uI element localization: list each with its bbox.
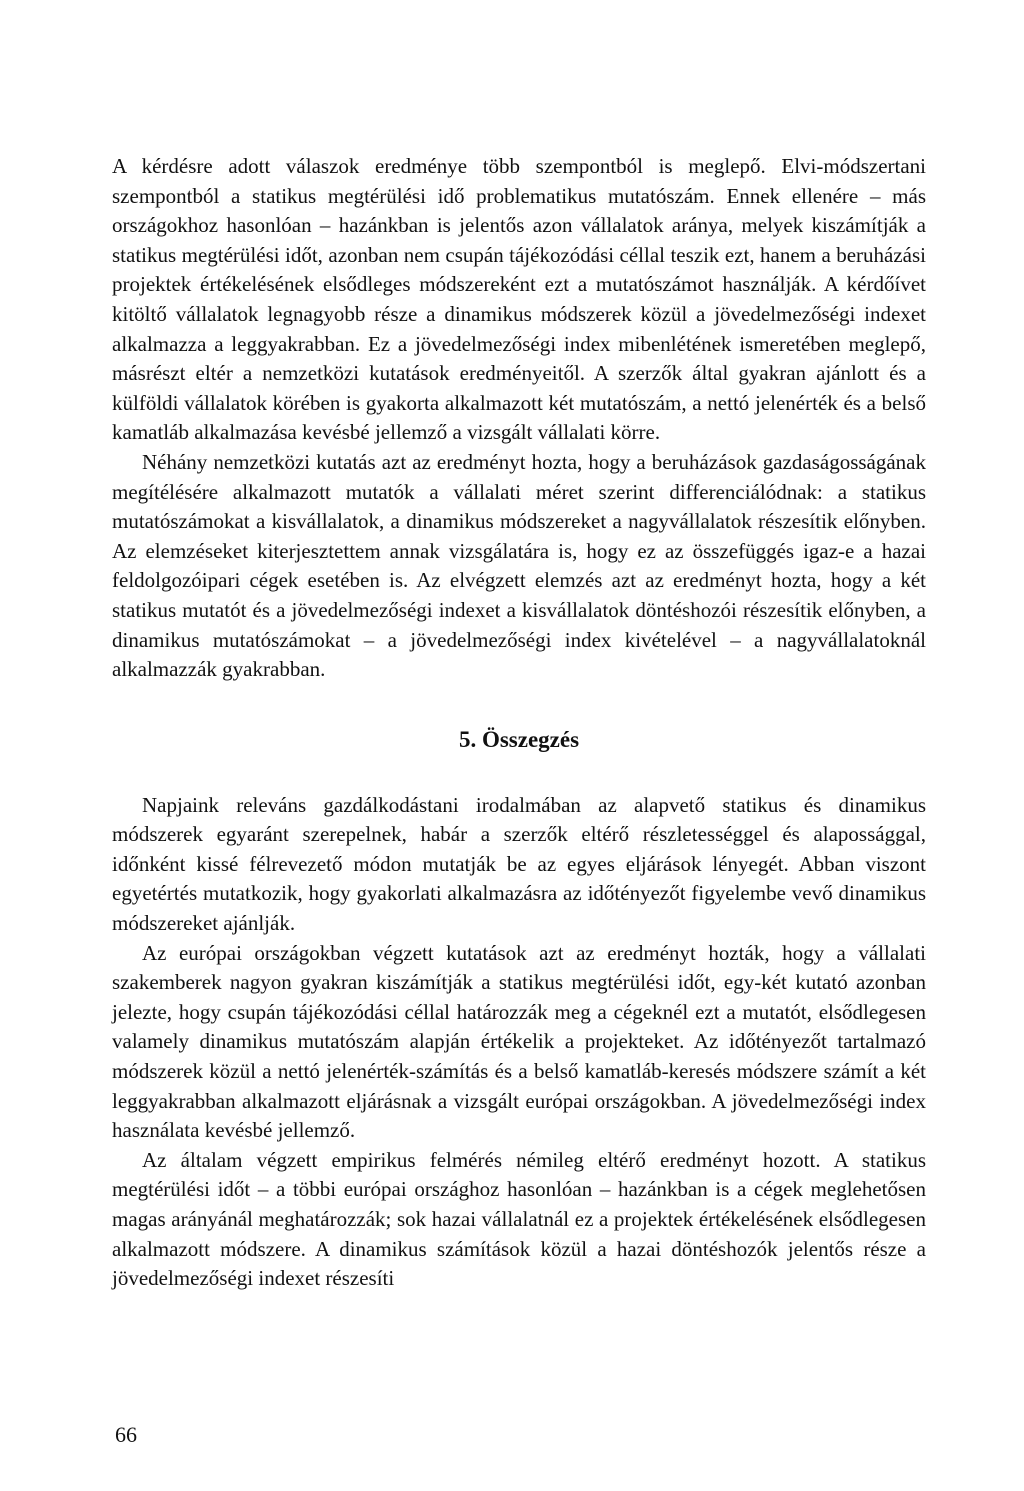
body-paragraph: Az európai országokban végzett kutatások azt az eredményt hozták, hogy a vállalati szakemberek nagyon gyakran kiszámítják a statikus megtérülési időt, egy-két kutató azonban jelezte, hogy csupán tájékozódási céllal határozzák meg a cégeknél ezt a mutatót, elsődlegesen valamely dinamikus mutatószám alapján értékelik a projekteket. Az időtényezőt tartalmazó módszerek közül a nettó jelenérték-számítás és a belső kamatláb-keresés módszere számít a két leggyakrabban alkalmazott eljárásnak a vizsgált európai országokban. A jövedelmezőségi index használata kevésbé jellemző. [112,940,926,1143]
section-heading: 5. Összegzés [458,726,580,752]
body-paragraph: Az általam végzett empirikus felmérés némileg eltérő eredményt hozott. A statikus megtérülési időt – a többi európai országhoz hasonlóan – hazánkban is a cégek meglehetősen magas arányánál meghatározzák; sok hazai vállalatnál ez a projektek értékelésének elsődlegesen alkalmazott módszere. A dinamikus számítások közül a hazai döntéshozók jelentős része a jövedelmezőségi indexet részesíti [112,1147,926,1291]
body-paragraph: A kérdésre adott válaszok eredménye több szempontból is meglepő. Elvi-módszertani szempontból a statikus megtérülési idő problematikus mutatószám. Ennek ellenére – más országokhoz hasonlóan – hazánkban is jelentős azon vállalatok aránya, melyek kiszámítják a statikus megtérülési időt, azonban nem csupán tájékozódási céllal teszik ezt, hanem a beruházási projektek értékelésének elsődleges módszereként ezt a mutatószámot használják. A kérdőívet kitöltő vállalatok legnagyobb része a dinamikus módszerek közül a jövedelmezőségi indexet alkalmazza a leggyakrabban. Ez a jövedelmezőségi index mibenlétének ismeretében meglepő, másrészt eltér a nemzetközi kutatások eredményeitől. A szerzők által gyakran ajánlott és a külföldi vállalatok körében is gyakorta alkalmazott két mutatószám, a nettó jelenérték és a belső kamatláb alkalmazása kevésbé jellemző a vizsgált vállalati körre. [112,154,926,445]
body-paragraph: Napjaink releváns gazdálkodástani irodalmában az alapvető statikus és dinamikus módszerek egyaránt szerepelnek, habár a szerzők eltérő részletességgel és alapossággal, időnként kissé félrevezető módon mutatják be az egyes eljárások lényegét. Abban viszont egyetértés mutatkozik, hogy gyakorlati alkalmazásra az időtényezőt figyelembe vevő dinamikus módszereket ajánlják. [112,792,926,936]
body-paragraph: Néhány nemzetközi kutatás azt az eredményt hozta, hogy a beruházások gazdaságosságának megítélésére alkalmazott mutatók a vállalati méret szerint differenciálódnak: a statikus mutatószámokat a kisvállalatok, a dinamikus módszereket a nagyvállalatok részesítik előnyben. Az elemzéseket kiterjesztettem annak vizsgálatára is, hogy ez az összefüggés igaz-e a hazai feldolgozóipari cégek esetében is. Az elvégzett elemzés azt az eredményt hozta, hogy a két statikus mutatót és a jövedelmezőségi indexet a kisvállalatok döntéshozói részesítik előnyben, a dinamikus mutatószámokat – a jövedelmezőségi index kivételével – a nagyvállalatoknál alkalmazzák gyakrabban. [112,449,926,682]
document-page [112,152,926,1294]
page-number: 66 [115,1422,137,1447]
